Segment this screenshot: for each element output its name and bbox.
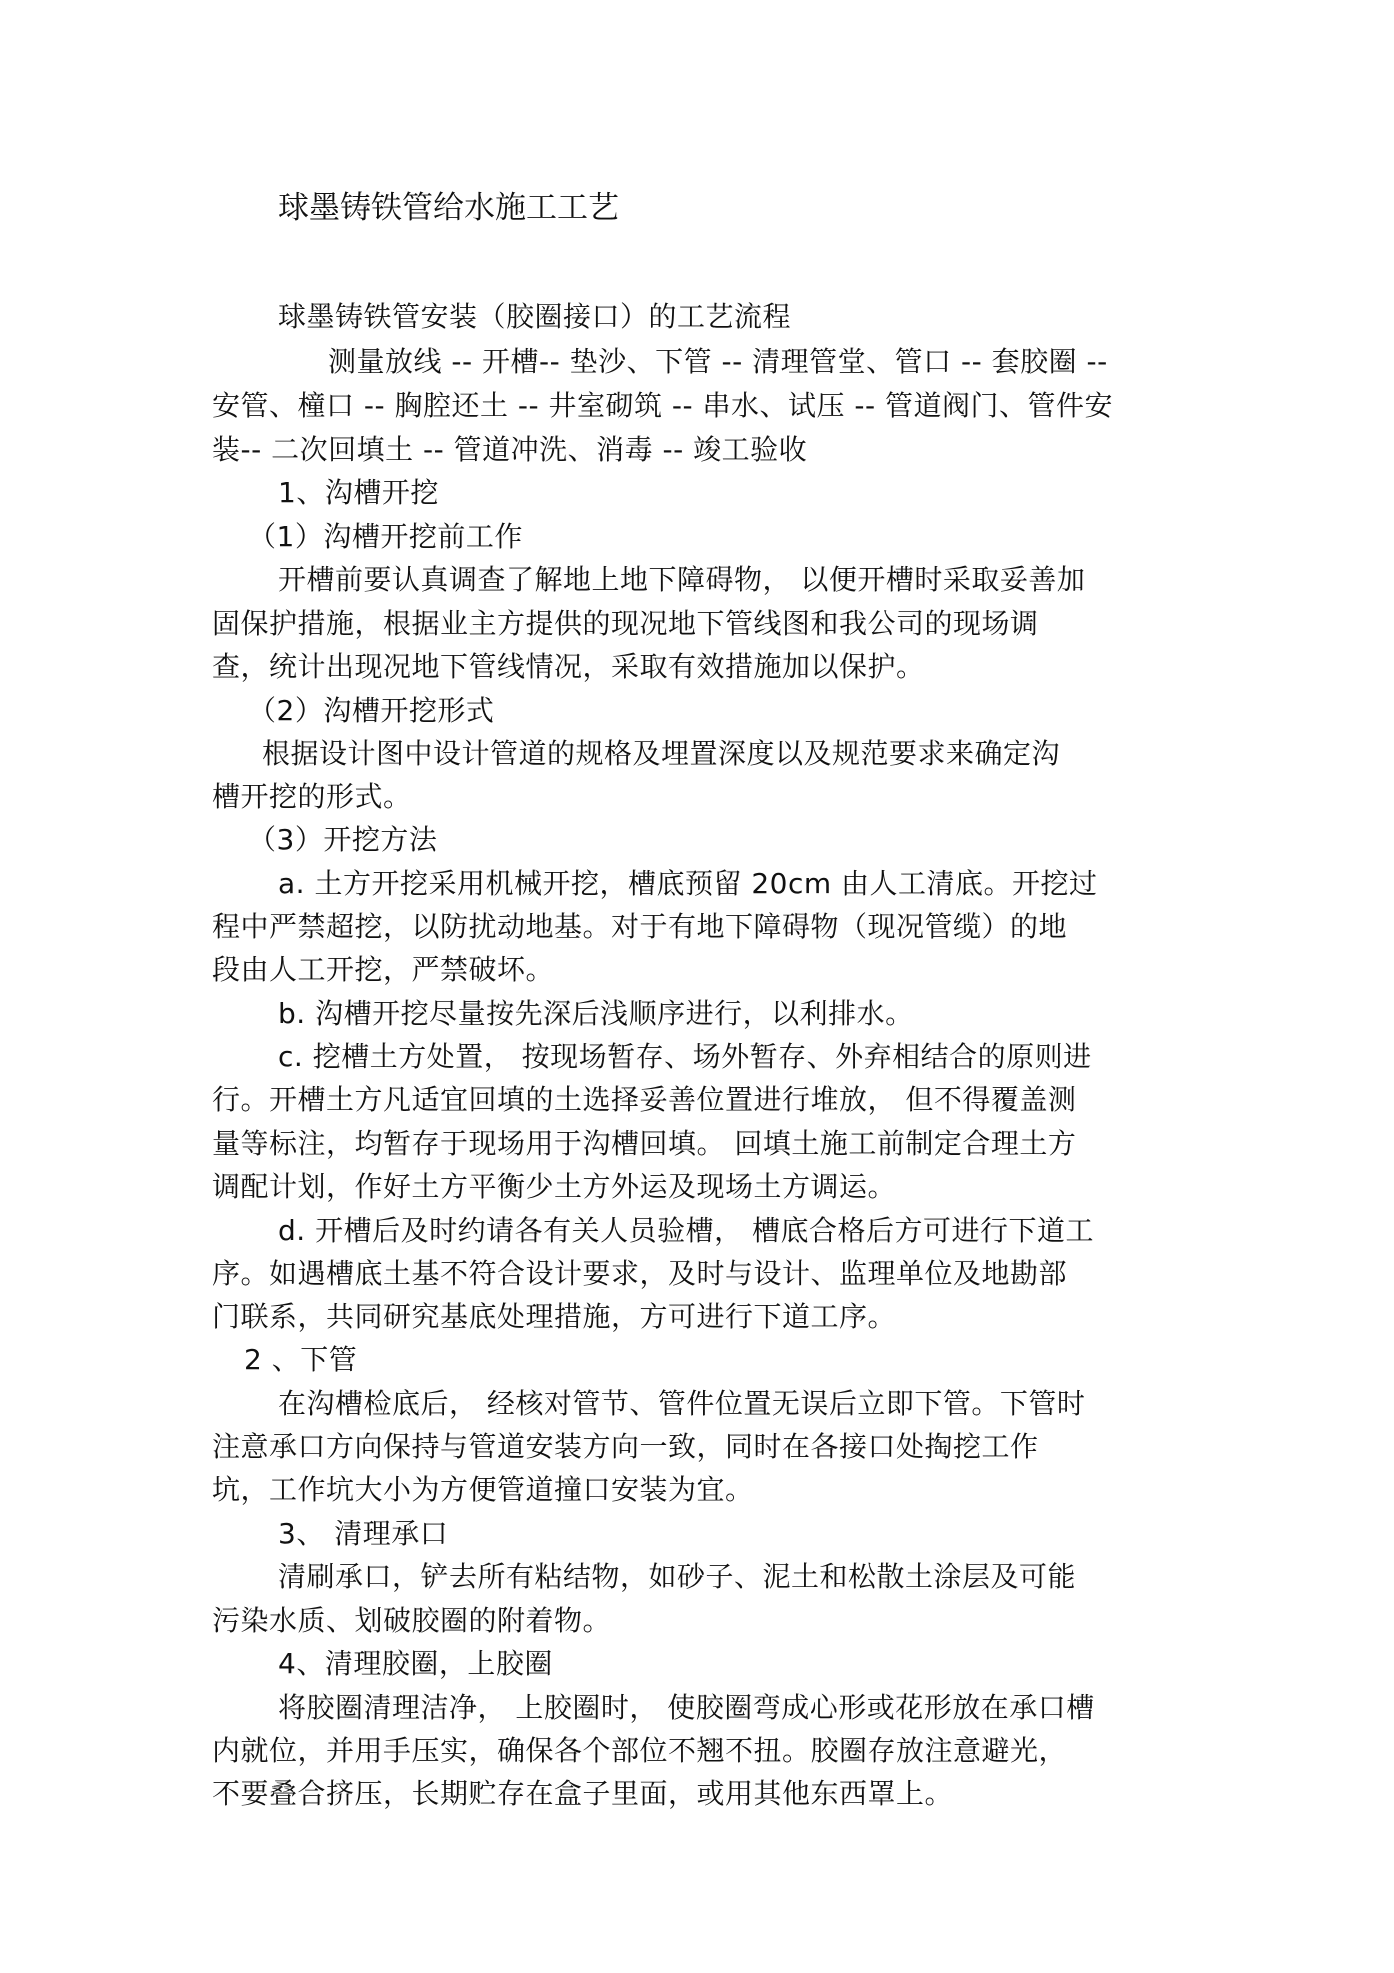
- section-heading-4: 4、清理胶圈，上胶圈: [278, 1647, 553, 1680]
- subsection-heading-1-1: （1）沟槽开挖前工作: [248, 520, 523, 553]
- text-line: 行。开槽土方凡适宜回填的土选择妥善位置进行堆放， 但不得覆盖测: [212, 1083, 1077, 1116]
- text-line: 槽开挖的形式。: [212, 780, 412, 813]
- text-line: 查，统计出现况地下管线情况，采取有效措施加以保护。: [212, 650, 925, 683]
- text-line: 注意承口方向保持与管道安装方向一致，同时在各接口处掏挖工作: [212, 1430, 1039, 1463]
- subsection-heading-1-2: （2）沟槽开挖形式: [248, 694, 495, 727]
- text-line: 清刷承口，铲去所有粘结物，如砂子、泥土和松散土涂层及可能: [278, 1560, 1077, 1593]
- text-line: 段由人工开挖，严禁破坏。: [212, 953, 555, 986]
- text-line: c. 挖槽土方处置， 按现场暂存、场外暂存、外弃相结合的原则进: [278, 1040, 1092, 1073]
- text-line: 开槽前要认真调查了解地上地下障碍物， 以便开槽时采取妥善加: [278, 563, 1086, 596]
- subsection-heading-1-3: （3）开挖方法: [248, 823, 438, 856]
- text-line: 不要叠合挤压，长期贮存在盒子里面，或用其他东西罩上。: [212, 1777, 954, 1810]
- text-line: 内就位，并用手压实，确保各个部位不翘不扭。胶圈存放注意避光，: [212, 1734, 1068, 1767]
- text-line: 将胶圈清理洁净， 上胶圈时， 使胶圈弯成心形或花形放在承口槽: [278, 1691, 1095, 1724]
- text-line: 在沟槽检底后， 经核对管节、管件位置无误后立即下管。下管时: [278, 1387, 1086, 1420]
- text-line: 量等标注，均暂存于现场用于沟槽回填。 回填土施工前制定合理土方: [212, 1127, 1077, 1160]
- text-line: 程中严禁超挖，以防扰动地基。对于有地下障碍物（现况管缆）的地: [212, 910, 1068, 943]
- section-heading-2: 2 、下管: [244, 1343, 358, 1376]
- text-line: 调配计划，作好土方平衡少土方外运及现场土方调运。: [212, 1170, 897, 1203]
- text-line: b. 沟槽开挖尽量按先深后浅顺序进行，以利排水。: [278, 997, 914, 1030]
- text-line: 门联系，共同研究基底处理措施，方可进行下道工序。: [212, 1300, 897, 1333]
- text-line: 测量放线 -- 开槽-- 垫沙、下管 -- 清理管堂、管口 -- 套胶圈 --: [328, 345, 1108, 378]
- text-line: 装-- 二次回填土 -- 管道冲洗、消毒 -- 竣工验收: [212, 433, 808, 466]
- text-line: 根据设计图中设计管道的规格及埋置深度以及规范要求来确定沟: [262, 737, 1061, 770]
- text-line: 安管、橦口 -- 胸腔还土 -- 井室砌筑 -- 串水、试压 -- 管道阀门、管件安: [212, 389, 1114, 422]
- section-heading-3: 3、 清理承口: [278, 1517, 449, 1550]
- text-line: 污染水质、划破胶圈的附着物。: [212, 1604, 612, 1637]
- section-heading-1: 1、沟槽开挖: [278, 476, 439, 509]
- text-line: 固保护措施，根据业主方提供的现况地下管线图和我公司的现场调: [212, 607, 1039, 640]
- text-line-flow-heading: 球墨铸铁管安装（胶圈接口）的工艺流程: [278, 300, 792, 333]
- text-line: d. 开槽后及时约请各有关人员验槽， 槽底合格后方可进行下道工: [278, 1214, 1094, 1247]
- document-title: 球墨铸铁管给水施工工艺: [278, 190, 619, 226]
- text-line: a. 土方开挖采用机械开挖，槽底预留 20cm 由人工清底。开挖过: [278, 867, 1098, 900]
- text-line: 坑，工作坑大小为方便管道撞口安装为宜。: [212, 1473, 754, 1506]
- text-line: 序。如遇槽底土基不符合设计要求，及时与设计、监理单位及地勘部: [212, 1257, 1068, 1290]
